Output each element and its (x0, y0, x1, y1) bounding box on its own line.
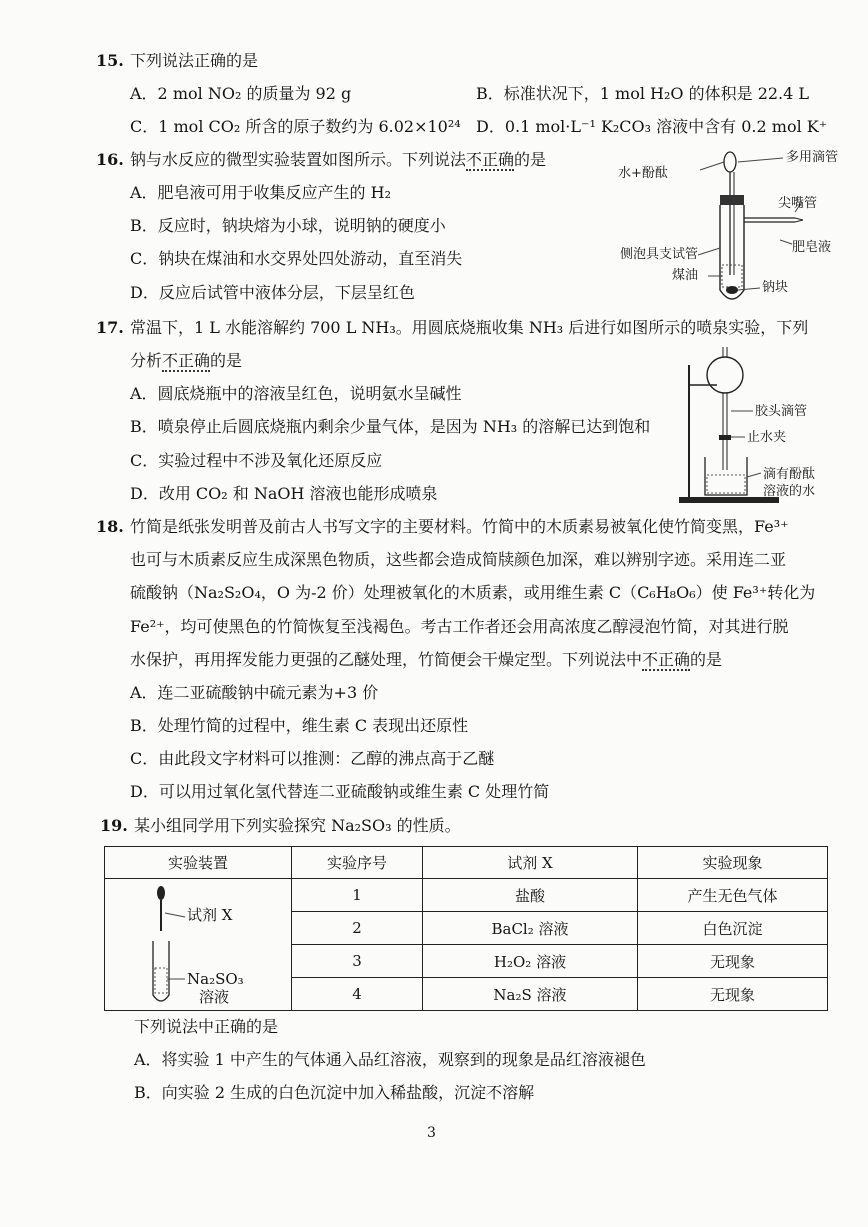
q16-option-a: A．肥皂液可用于收集反应产生的 H₂ (130, 183, 392, 202)
q19-option-a: A．将实验 1 中产生的气体通入品红溶液，观察到的现象是品红溶液褪色 (134, 1050, 646, 1069)
header-apparatus: 实验装置 (105, 847, 292, 879)
q17-option-c: C．实验过程中不涉及氧化还原反应 (130, 451, 383, 470)
q18-line5: 水保护，再用挥发能力更强的乙醚处理，竹简便会干燥定型。下列说法中不正确的是 (130, 650, 723, 669)
q16-option-d: D．反应后试管中液体分层，下层呈红色 (130, 283, 415, 302)
q16-number: 16. (96, 150, 124, 169)
table-row (105, 879, 828, 912)
header-phenomenon: 实验现象 (638, 847, 828, 879)
q15-stem: 下列说法正确的是 (130, 51, 259, 70)
q17-number: 17. (96, 318, 124, 337)
label-sodium: 钠块 (762, 280, 789, 295)
q18-line2: 也可与木质素反应生成深黑色物质，这些都会造成简牍颜色加深，难以辨别字迹。采用连二亚 (130, 550, 787, 569)
q17-option-d: D．改用 CO₂ 和 NaOH 溶液也能形成喷泉 (130, 484, 438, 503)
emphasis-dots: 不正确 (162, 351, 211, 370)
q16-option-b: B．反应时，钠块熔为小球，说明钠的硬度小 (130, 216, 446, 235)
q19-number: 19. (100, 816, 128, 835)
label-dropper: 多用滴管 (786, 150, 839, 165)
fountain-experiment-figure (675, 345, 855, 505)
page-number: 3 (427, 1125, 436, 1141)
q18-option-a: A．连二亚硫酸钠中硫元素为+3 价 (130, 683, 379, 702)
label-soap: 肥皂液 (792, 240, 832, 255)
q17-line1: 常温下，1 L 水能溶解约 700 L NH₃。用圆底烧瓶收集 NH₃ 后进行如图所示的喷泉实验，下列 (130, 318, 809, 337)
q17-line2: 分析不正确的是 (130, 351, 243, 370)
label-kerosene: 煤油 (672, 268, 699, 283)
table-header-row (105, 847, 828, 879)
cell-phenomenon: 无现象 (638, 945, 828, 978)
q15-option-b: B．标准状况下，1 mol H₂O 的体积是 22.4 L (476, 84, 810, 103)
q15-option-c: C．1 mol CO₂ 所含的原子数约为 6.02×10²⁴ (130, 117, 461, 136)
cell-reagent: H₂O₂ 溶液 (423, 945, 638, 978)
cell-phenomenon: 产生无色气体 (638, 879, 828, 912)
label-solution: 溶液 (199, 988, 230, 1006)
q18-line1: 竹简是纸张发明普及前古人书写文字的主要材料。竹简中的木质素易被氧化使竹简变黑，Fe³⁺ (130, 517, 789, 536)
header-seq: 实验序号 (292, 847, 423, 879)
q15-option-a: A．2 mol NO₂ 的质量为 92 g (130, 84, 352, 103)
label-water-phenol: 水+酚酞 (618, 166, 668, 181)
q17-option-a: A．圆底烧瓶中的溶液呈红色，说明氨水呈碱性 (130, 384, 462, 403)
q18-number: 18. (96, 517, 124, 536)
q16-stem: 钠与水反应的微型实验装置如图所示。下列说法不正确的是 (130, 150, 547, 169)
test-tube-drawing (141, 883, 201, 1011)
q19-option-b: B．向实验 2 生成的白色沉淀中加入稀盐酸，沉淀不溶解 (134, 1083, 535, 1102)
cell-seq: 1 (292, 879, 423, 912)
header-reagent: 试剂 X (423, 847, 638, 879)
q18-option-b: B．处理竹简的过程中，维生素 C 表现出还原性 (130, 716, 469, 735)
label-reagent-x: 试剂 X (187, 906, 233, 924)
q19-stem: 某小组同学用下列实验探究 Na₂SO₃ 的性质。 (134, 816, 461, 835)
sodium-water-apparatus-figure (620, 140, 850, 310)
q17-option-b: B．喷泉停止后圆底烧瓶内剩余少量气体，是因为 NH₃ 的溶解已达到饱和 (130, 417, 651, 436)
label-side-tube: 侧泡具支试管 (620, 247, 699, 262)
cell-seq: 4 (292, 978, 423, 1011)
label-water-phenol-2: 溶液的水 (763, 484, 816, 499)
cell-phenomenon: 无现象 (638, 978, 828, 1011)
cell-seq: 2 (292, 912, 423, 945)
label-water-phenol-1: 滴有酚酞 (763, 467, 816, 482)
cell-reagent: 盐酸 (423, 879, 638, 912)
apparatus-cell (105, 879, 292, 1011)
cell-reagent: Na₂S 溶液 (423, 978, 638, 1011)
emphasis-dots: 不正确 (466, 150, 515, 169)
q15-number: 15. (96, 51, 124, 70)
cell-phenomenon: 白色沉淀 (638, 912, 828, 945)
q18-option-c: C．由此段文字材料可以推测：乙醇的沸点高于乙醚 (130, 749, 495, 768)
label-na2so3: Na₂SO₃ (187, 970, 244, 988)
cell-reagent: BaCl₂ 溶液 (423, 912, 638, 945)
q18-line4: Fe²⁺，均可使黑色的竹简恢复至浅褐色。考古工作者还会用高浓度乙醇浸泡竹简，对其进行脱 (130, 617, 789, 636)
label-nozzle: 尖嘴管 (778, 196, 818, 211)
label-rubber-dropper: 胶头滴管 (755, 404, 808, 419)
q19-question: 下列说法中正确的是 (134, 1017, 279, 1036)
q16-option-c: C．钠块在煤油和水交界处四处游动，直至消失 (130, 249, 463, 268)
experiment-table (104, 846, 828, 1011)
emphasis-dots: 不正确 (642, 650, 691, 669)
cell-seq: 3 (292, 945, 423, 978)
q18-line3: 硫酸钠（Na₂S₂O₄，O 为-2 价）处理被氧化的木质素，或用维生素 C（C₆H₈O₆）使 Fe³⁺转化为 (130, 583, 816, 602)
label-water-clip: 止水夹 (747, 430, 787, 445)
q18-option-d: D．可以用过氧化氢代替连二亚硫酸钠或维生素 C 处理竹简 (130, 782, 550, 801)
q15-option-d: D．0.1 mol·L⁻¹ K₂CO₃ 溶液中含有 0.2 mol K⁺ (476, 117, 828, 136)
